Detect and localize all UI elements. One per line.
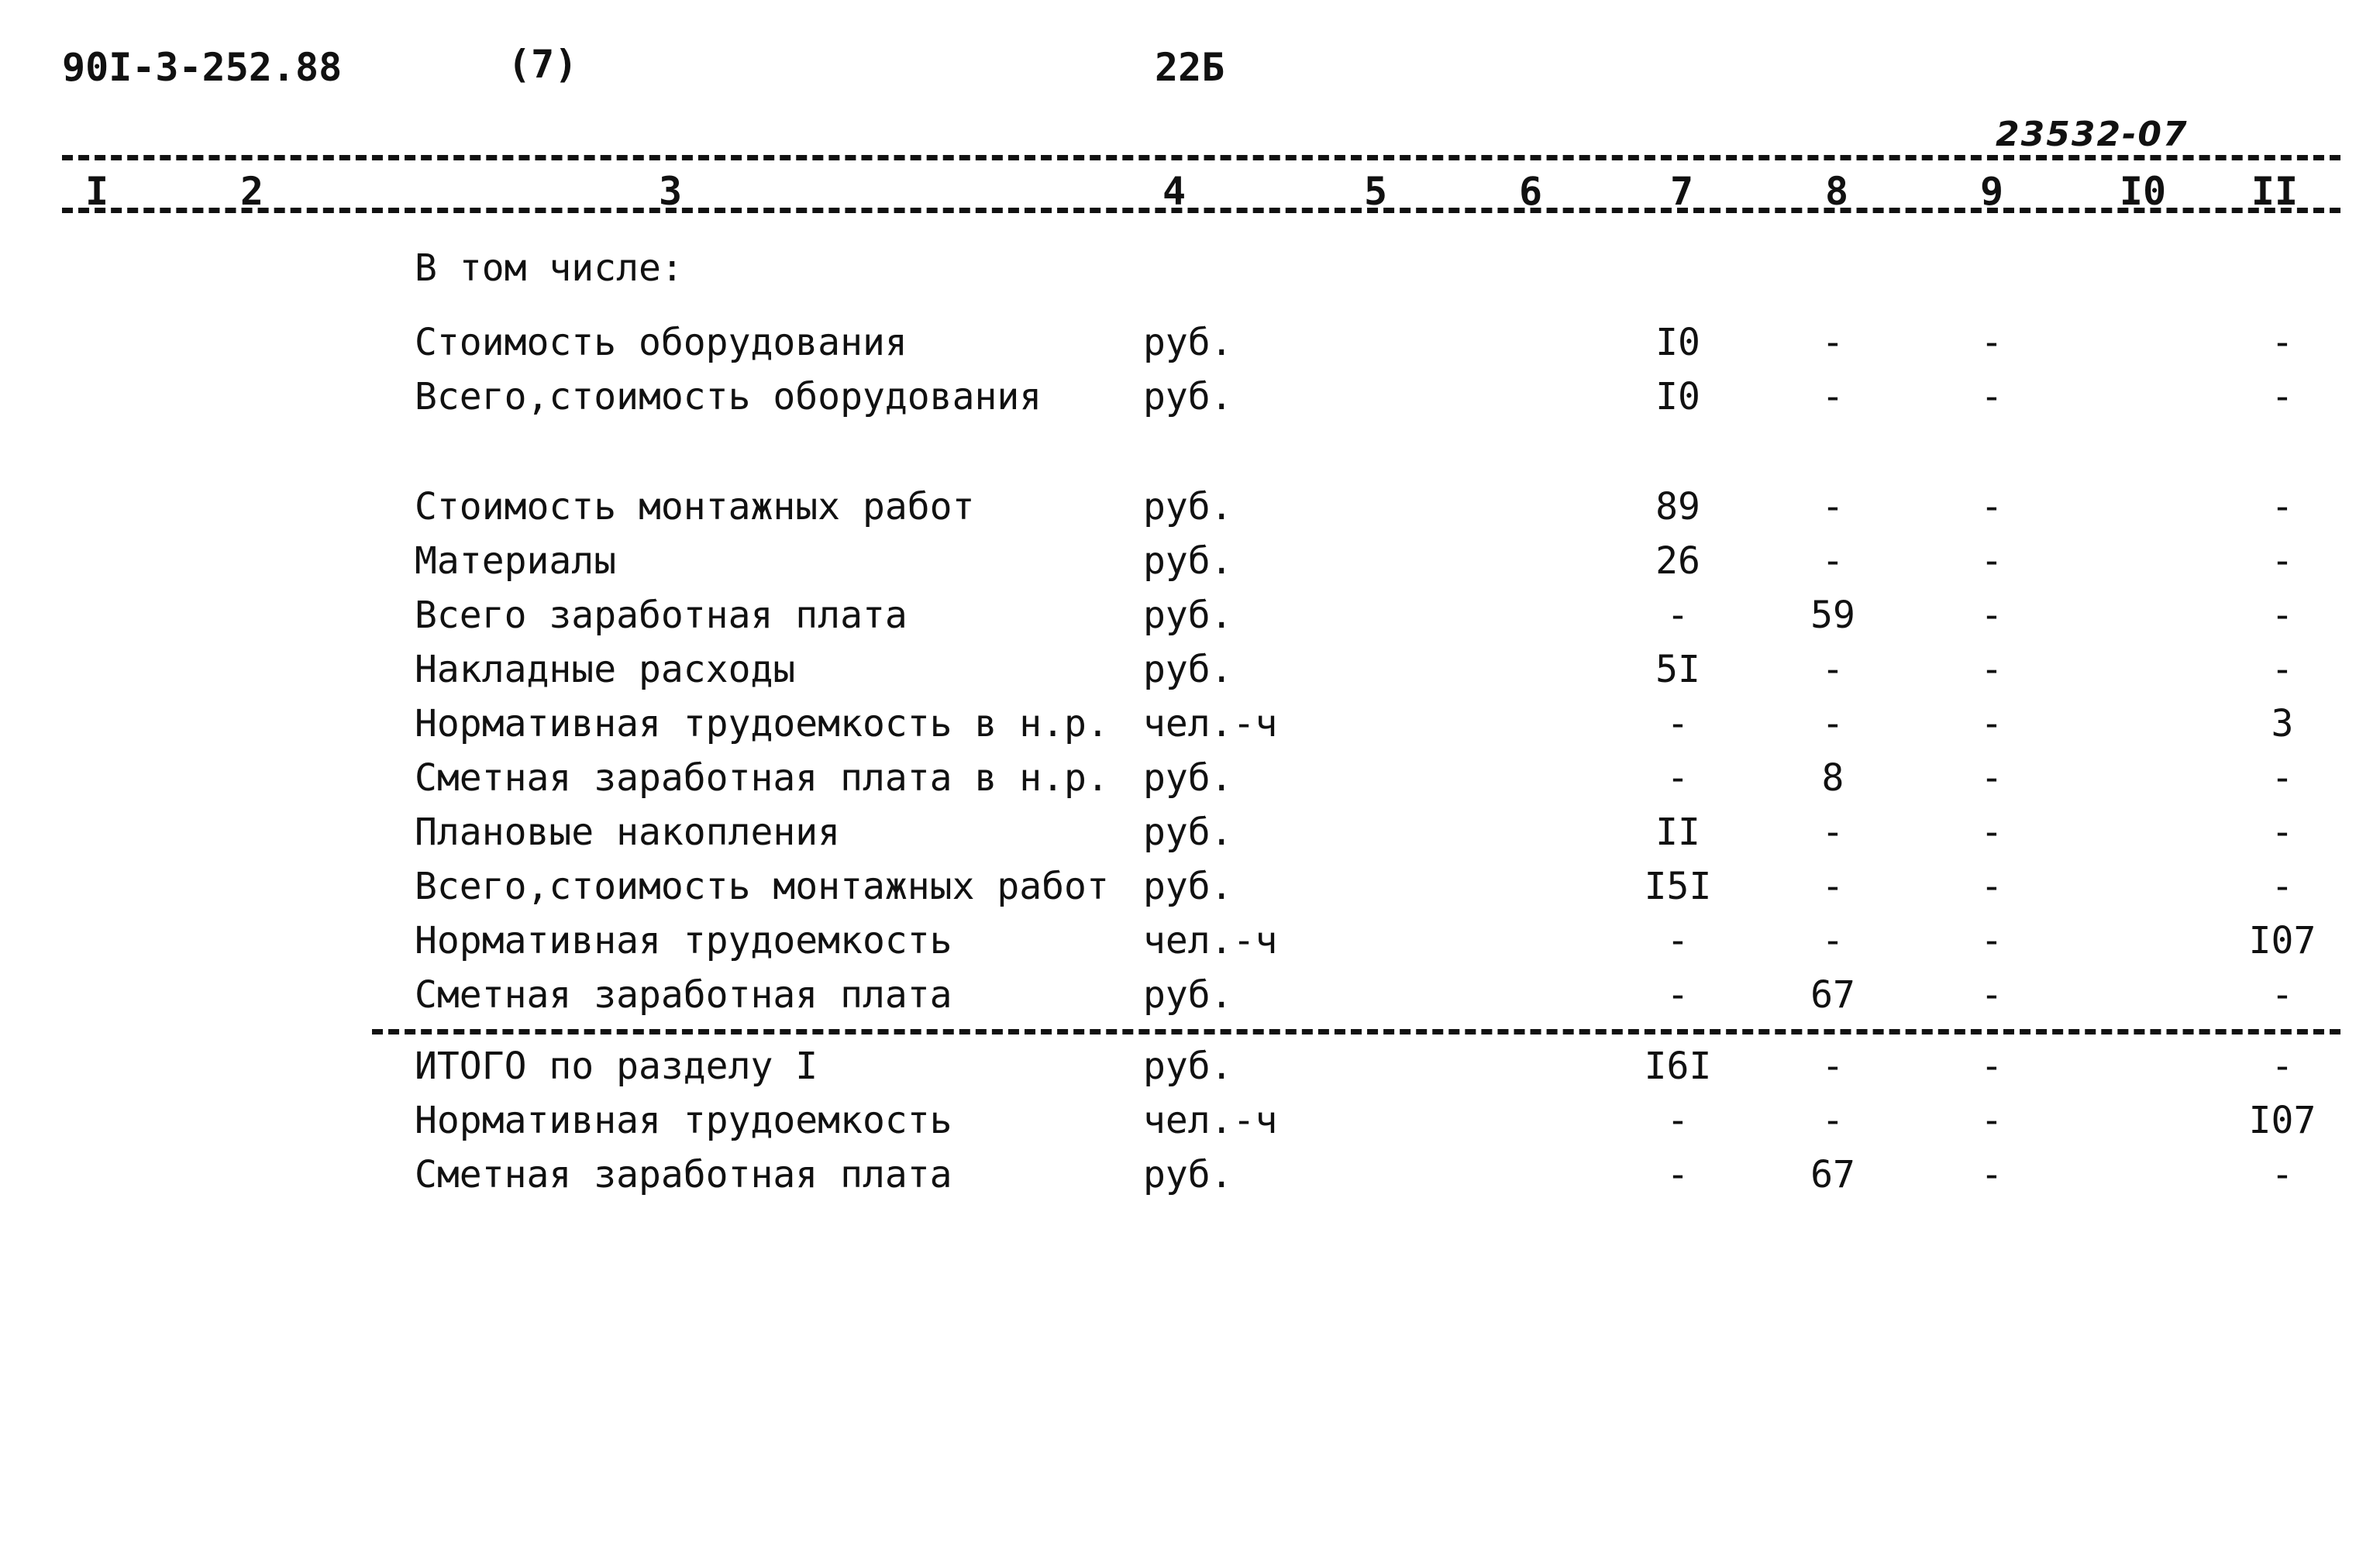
row-unit: руб.: [1143, 648, 1233, 691]
column-header-8: 8: [1824, 169, 1849, 214]
row-col11: I07: [2248, 919, 2316, 962]
row-col9: -: [1980, 1045, 2003, 1088]
row-col7: -: [1666, 702, 1689, 745]
row-col7: 26: [1655, 539, 1700, 583]
row-unit: руб.: [1143, 594, 1233, 637]
row-col7: I0: [1655, 321, 1700, 364]
row-col8: -: [1821, 865, 1844, 908]
row-col9: -: [1980, 594, 2003, 637]
row-col8: -: [1821, 485, 1844, 528]
row-unit: руб.: [1143, 321, 1233, 364]
row-name: ИТОГО по разделу I: [415, 1045, 818, 1088]
row-col8: -: [1821, 702, 1844, 745]
row-col11: -: [2271, 485, 2294, 528]
row-name: Нормативная трудоемкость: [415, 1099, 952, 1142]
row-name: Материалы: [415, 539, 617, 583]
header-top-rule: [62, 155, 2340, 160]
row-col11: -: [2271, 1045, 2294, 1088]
row-name: Стоимость оборудования: [415, 321, 908, 364]
column-header-11: II: [2251, 169, 2299, 214]
row-col8: -: [1821, 1045, 1844, 1088]
row-unit: чел.-ч: [1143, 919, 1278, 962]
row-unit: чел.-ч: [1143, 1099, 1278, 1142]
row-col9: -: [1980, 811, 2003, 854]
row-col11: -: [2271, 865, 2294, 908]
row-col9: -: [1980, 539, 2003, 583]
section-intro: В том числе:: [415, 246, 684, 290]
row-col8: 8: [1821, 756, 1844, 800]
column-header-10: I0: [2119, 169, 2167, 214]
row-unit: руб.: [1143, 1045, 1233, 1088]
row-unit: руб.: [1143, 539, 1233, 583]
row-col7: 89: [1655, 485, 1700, 528]
row-col11: I07: [2248, 1099, 2316, 1142]
row-col8: -: [1821, 648, 1844, 691]
row-col11: -: [2271, 648, 2294, 691]
row-col7: -: [1666, 1153, 1689, 1196]
row-col7: II: [1655, 811, 1700, 854]
row-col7: I0: [1655, 375, 1700, 418]
row-unit: руб.: [1143, 375, 1233, 418]
row-col8: -: [1821, 321, 1844, 364]
row-unit: руб.: [1143, 973, 1233, 1017]
row-col9: -: [1980, 1099, 2003, 1142]
row-col11: -: [2271, 811, 2294, 854]
row-col8: 67: [1810, 973, 1855, 1017]
row-col9: -: [1980, 865, 2003, 908]
row-name: Плановые накопления: [415, 811, 841, 854]
row-col9: -: [1980, 1153, 2003, 1196]
row-name: Стоимость монтажных работ: [415, 485, 975, 528]
sheet-number: (7): [508, 42, 578, 87]
row-col7: 5I: [1655, 648, 1700, 691]
row-col9: -: [1980, 321, 2003, 364]
row-col11: -: [2271, 594, 2294, 637]
stamp-number: 23532-07: [1996, 115, 2189, 154]
column-header-9: 9: [1979, 169, 2004, 214]
row-col7: I5I: [1644, 865, 1712, 908]
column-header-7: 7: [1669, 169, 1694, 214]
row-col11: -: [2271, 756, 2294, 800]
row-col8: -: [1821, 1099, 1844, 1142]
row-col11: -: [2271, 539, 2294, 583]
row-name: Сметная заработная плата: [415, 1153, 952, 1196]
row-col9: -: [1980, 485, 2003, 528]
row-col9: -: [1980, 375, 2003, 418]
row-col9: -: [1980, 648, 2003, 691]
page-number: 22Б: [1155, 45, 1225, 90]
row-name: Нормативная трудоемкость: [415, 919, 952, 962]
row-name: Сметная заработная плата в н.р.: [415, 756, 1109, 800]
row-name: Всего,стоимость монтажных работ: [415, 865, 1109, 908]
row-name: Нормативная трудоемкость в н.р.: [415, 702, 1109, 745]
row-name: Накладные расходы: [415, 648, 796, 691]
row-col7: -: [1666, 919, 1689, 962]
row-col9: -: [1980, 756, 2003, 800]
row-col9: -: [1980, 702, 2003, 745]
document-code: 90I-3-252.88: [62, 45, 343, 90]
row-unit: руб.: [1143, 811, 1233, 854]
row-unit: руб.: [1143, 756, 1233, 800]
row-col9: -: [1980, 973, 2003, 1017]
row-col8: -: [1821, 811, 1844, 854]
column-header-4: 4: [1162, 169, 1187, 214]
row-col11: -: [2271, 321, 2294, 364]
row-col7: -: [1666, 594, 1689, 637]
row-name: Сметная заработная плата: [415, 973, 952, 1017]
row-col11: -: [2271, 973, 2294, 1017]
totals-separator-rule: [372, 1029, 2340, 1034]
row-col7: I6I: [1644, 1045, 1712, 1088]
row-col11: -: [2271, 1153, 2294, 1196]
row-col7: -: [1666, 973, 1689, 1017]
row-unit: руб.: [1143, 485, 1233, 528]
row-col11: 3: [2271, 702, 2294, 745]
row-col8: -: [1821, 539, 1844, 583]
row-col8: 59: [1810, 594, 1855, 637]
row-unit: руб.: [1143, 865, 1233, 908]
row-name: Всего заработная плата: [415, 594, 908, 637]
column-header-1: I: [84, 169, 109, 214]
column-header-6: 6: [1518, 169, 1543, 214]
row-col8: 67: [1810, 1153, 1855, 1196]
row-unit: руб.: [1143, 1153, 1233, 1196]
row-col7: -: [1666, 756, 1689, 800]
row-col8: -: [1821, 375, 1844, 418]
row-col8: -: [1821, 919, 1844, 962]
column-header-3: 3: [658, 169, 683, 214]
row-unit: чел.-ч: [1143, 702, 1278, 745]
column-header-2: 2: [239, 169, 264, 214]
row-col11: -: [2271, 375, 2294, 418]
row-name: Всего,стоимость оборудования: [415, 375, 1042, 418]
column-header-5: 5: [1363, 169, 1388, 214]
row-col9: -: [1980, 919, 2003, 962]
row-col7: -: [1666, 1099, 1689, 1142]
